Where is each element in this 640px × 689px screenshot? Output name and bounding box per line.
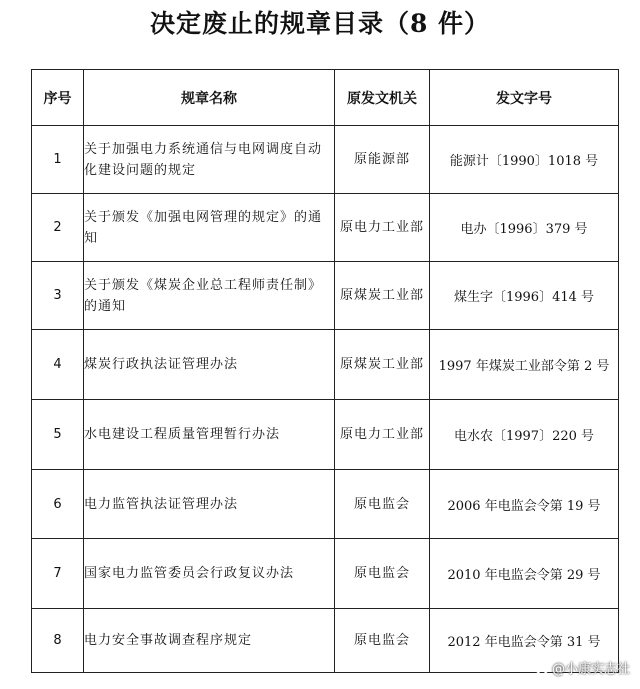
row-doc: 电办〔1996〕379 号 [430, 194, 619, 262]
table-row [32, 609, 619, 673]
row-doc: 煤生字〔1996〕414 号 [430, 262, 619, 330]
row-name: 国家电力监管委员会行政复议办法 [84, 539, 335, 609]
row-no: 1 [32, 126, 84, 194]
row-no: 4 [32, 330, 84, 400]
table-row [32, 470, 619, 539]
header-name: 规章名称 [84, 70, 335, 126]
row-name: 电力安全事故调查程序规定 [84, 609, 335, 673]
row-org: 原煤炭工业部 [335, 330, 430, 400]
row-doc: 2012 年电监会令第 31 号 [430, 609, 619, 673]
table-row [32, 539, 619, 609]
row-doc: 1997 年煤炭工业部令第 2 号 [430, 330, 619, 400]
row-name: 关于加强电力系统通信与电网调度自动化建设问题的规定 [84, 126, 335, 194]
row-doc: 电水农〔1997〕220 号 [430, 400, 619, 470]
row-no: 3 [32, 262, 84, 330]
watermark [535, 658, 630, 677]
row-doc: 能源计〔1990〕1018 号 [430, 126, 619, 194]
row-name: 关于颁发《煤炭企业总工程师责任制》的通知 [84, 262, 335, 330]
row-no: 6 [32, 470, 84, 539]
platform-logo-icon [535, 661, 549, 675]
row-org: 原电力工业部 [335, 194, 430, 262]
row-no: 7 [32, 539, 84, 609]
row-no: 5 [32, 400, 84, 470]
header-no: 序号 [32, 70, 84, 126]
header-doc: 发文字号 [430, 70, 619, 126]
row-name: 煤炭行政执法证管理办法 [84, 330, 335, 400]
row-doc: 2006 年电监会令第 19 号 [430, 470, 619, 539]
table-row [32, 400, 619, 470]
rules-table [31, 69, 619, 673]
table-row [32, 262, 619, 330]
row-org: 原电监会 [335, 609, 430, 673]
row-org: 原煤炭工业部 [335, 262, 430, 330]
row-org: 原电监会 [335, 539, 430, 609]
watermark-text: @小康实志社 [551, 662, 630, 677]
table-row [32, 126, 619, 194]
table-header-row [32, 70, 619, 126]
row-org: 原电监会 [335, 470, 430, 539]
header-org: 原发文机关 [335, 70, 430, 126]
table-row [32, 194, 619, 262]
row-name: 关于颁发《加强电网管理的规定》的通知 [84, 194, 335, 262]
row-doc: 2010 年电监会令第 29 号 [430, 539, 619, 609]
row-org: 原能源部 [335, 126, 430, 194]
page-title: 决定废止的规章目录（8 件） [149, 9, 491, 38]
row-no: 8 [32, 609, 84, 673]
row-no: 2 [32, 194, 84, 262]
row-name: 电力监管执法证管理办法 [84, 470, 335, 539]
table-row [32, 330, 619, 400]
row-org: 原电力工业部 [335, 400, 430, 470]
row-name: 水电建设工程质量管理暂行办法 [84, 400, 335, 470]
